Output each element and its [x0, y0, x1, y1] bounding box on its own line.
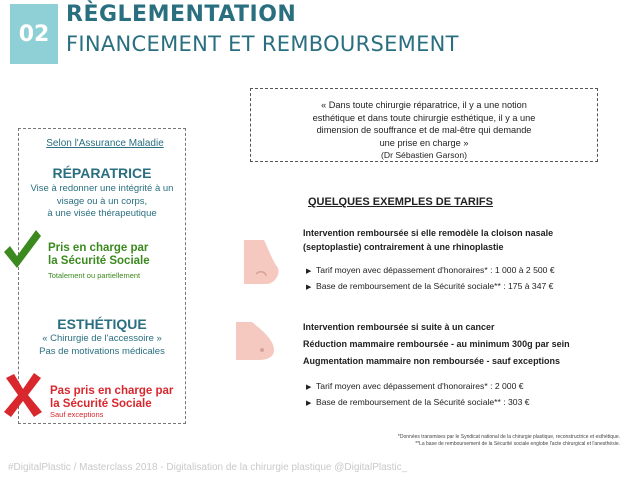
heading-line: Réduction mammaire remboursée - au minimum 300g par sein	[303, 339, 570, 349]
status-line: Pas pris en charge par	[50, 385, 174, 397]
desc-line: à une visée thérapeutique	[47, 208, 157, 219]
heading-line: Intervention remboursée si elle remodèle la cloison nasale	[303, 228, 554, 238]
source-label: Selon l'Assurance Maladie	[46, 138, 164, 149]
esthetique-status	[50, 385, 173, 411]
check-icon	[2, 228, 42, 270]
footnotes	[318, 434, 620, 448]
bullet-text: Base de remboursement de la Sécurité sociale** : 175 à 347 €	[316, 281, 554, 291]
esthetique-status-note: Sauf exceptions	[50, 410, 104, 419]
quote-line: dimension de souffrance et de mal-être qui demande	[316, 125, 532, 135]
example2-bullets	[306, 379, 530, 411]
example2-heading	[303, 320, 570, 368]
esthetique-title: ESTHÉTIQUE	[57, 316, 147, 332]
heading-line: Augmentation mammaire non remboursée - sauf exceptions	[303, 356, 561, 366]
cross-icon	[2, 372, 44, 418]
reparatrice-status	[48, 242, 150, 268]
list-item	[306, 279, 555, 295]
chevron-right-icon: ▶	[306, 400, 312, 407]
bullet-text: Tarif moyen avec dépassement d'honoraires* : 2 000 €	[316, 381, 524, 391]
quote-author: (Dr Sébastien Garson)	[381, 150, 467, 160]
desc-line: « Chirurgie de l'accessoire »	[42, 333, 162, 344]
status-line: Pris en charge par	[48, 242, 149, 254]
status-line: la Sécurité Sociale	[50, 398, 152, 410]
breast-icon	[232, 320, 278, 362]
example1-heading	[303, 226, 553, 254]
reparatrice-description	[18, 183, 186, 221]
desc-line: Vise à redonner une intégrité à un	[30, 183, 174, 194]
footer-text: #DigitalPlastic / Masterclass 2018 - Digitalisation de la chirurgie plastique @DigitalPlastic_	[8, 462, 408, 473]
desc-line: visage ou à un corps,	[56, 195, 148, 207]
footnote-line: *Données transmises par le Syndicat national de la chirurgie plastique, reconstructrice et esthétique.	[397, 434, 620, 440]
tarifs-title: QUELQUES EXEMPLES DE TARIFS	[308, 196, 493, 208]
chevron-right-icon: ▶	[306, 268, 312, 275]
status-line: la Sécurité Sociale	[48, 255, 150, 267]
chevron-right-icon: ▶	[306, 384, 312, 391]
quote-line: « Dans toute chirurgie réparatrice, il y a une notion	[321, 100, 527, 110]
quote-box	[250, 88, 598, 162]
chevron-right-icon: ▶	[306, 284, 312, 291]
reparatrice-status-note: Totalement ou partiellement	[48, 271, 141, 280]
desc-line: Pas de motivations médicales	[39, 345, 165, 357]
nose-icon	[238, 238, 280, 286]
example1-bullets	[306, 263, 555, 295]
page-subtitle: FINANCEMENT ET REMBOURSEMENT	[66, 32, 459, 56]
list-item	[306, 395, 530, 411]
reparatrice-title: RÉPARATRICE	[52, 165, 152, 181]
quote-line: esthétique et dans toute chirurgie esthétique, il y a une	[312, 112, 536, 123]
esthetique-description	[18, 333, 186, 358]
list-item	[306, 263, 555, 279]
bullet-text: Tarif moyen avec dépassement d'honoraires* : 1 000 à 2 500 €	[316, 265, 555, 275]
footnote-line: **La base de remboursement de la Sécurité sociale englobe l'acte chirurgical et l'anesthésie.	[415, 441, 620, 447]
bullet-text: Base de remboursement de la Sécurité sociale** : 303 €	[316, 397, 530, 407]
heading-line: Intervention remboursée si suite à un cancer	[303, 322, 495, 332]
quote-line: une prise en charge »	[379, 137, 469, 148]
list-item	[306, 379, 530, 395]
page-title: RÈGLEMENTATION	[66, 2, 297, 27]
heading-line: (septoplastie) contrairement à une rhinoplastie	[303, 242, 504, 252]
section-number: 02	[10, 4, 58, 64]
